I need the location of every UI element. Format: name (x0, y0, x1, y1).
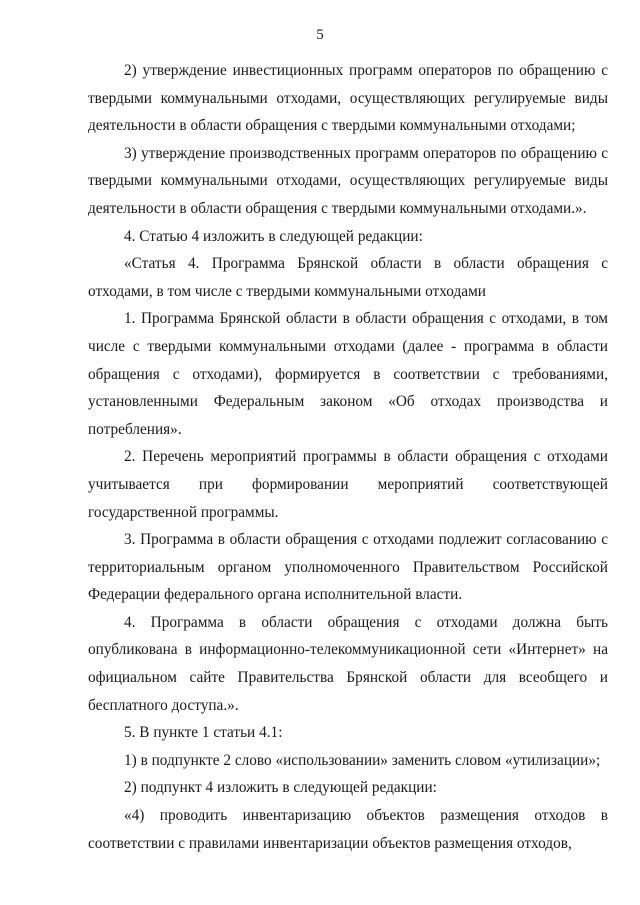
paragraph-article-4-part-3: 3. Программа в области обращения с отходами подлежит согласованию с территориальным органом уполномоченного Правительством Российской Федерации федерального органа исполнительной власти. (88, 531, 608, 604)
paragraph-subpoint-4-text: «4) проводить инвентаризацию объектов размещения отходов в соответствии с правилами инвентаризации объектов размещения отходов, (88, 807, 608, 852)
paragraph-item-3-production: 3) утверждение производственных программ операторов по обращению с твердыми коммунальными отходами, осуществляющих регулируемые виды деятельности в области обращения с твердыми коммунальными отходами.». (88, 144, 608, 217)
page-number: 5 (316, 27, 324, 43)
paragraph-point-5-sub-2: 2) подпункт 4 изложить в следующей редакции: (124, 779, 437, 797)
paragraph-article-4-part-4: 4. Программа в области обращения с отходами должна быть опубликована в информационно-телекоммуникационной сети «Интернет» на официальном сайте Правительства Брянской области для всеобщего и бесплатного доступа.». (88, 613, 608, 714)
paragraph-article-4-title: «Статья 4. Программа Брянской области в области обращения с отходами, в том числе с твердыми коммунальными отходами (88, 255, 608, 300)
paragraph-point-5: 5. В пункте 1 статьи 4.1: (124, 724, 283, 742)
document-body (88, 57, 608, 857)
paragraph-point-4: 4. Статью 4 изложить в следующей редакции: (124, 227, 423, 245)
paragraph-article-4-part-1: 1. Программа Брянской области в области обращения с отходами, в том числе с твердыми коммунальными отходами (далее - программа в области обращения с отходами), формируется в соответствии с требованиями, установленными Федеральным законом «Об отходах производства и потребления». (88, 310, 608, 438)
paragraph-point-5-sub-1: 1) в подпункте 2 слово «использовании» заменить словом «утилизации»; (124, 751, 601, 769)
paragraph-item-2-investment: 2) утверждение инвестиционных программ операторов по обращению с твердыми коммунальными отходами, осуществляющих регулируемые виды деятельности в области обращения с твердыми коммунальными отходами; (88, 62, 608, 135)
paragraph-article-4-part-2: 2. Перечень мероприятий программы в области обращения с отходами учитывается при формировании мероприятий соответствующей государственной программы. (88, 448, 608, 521)
